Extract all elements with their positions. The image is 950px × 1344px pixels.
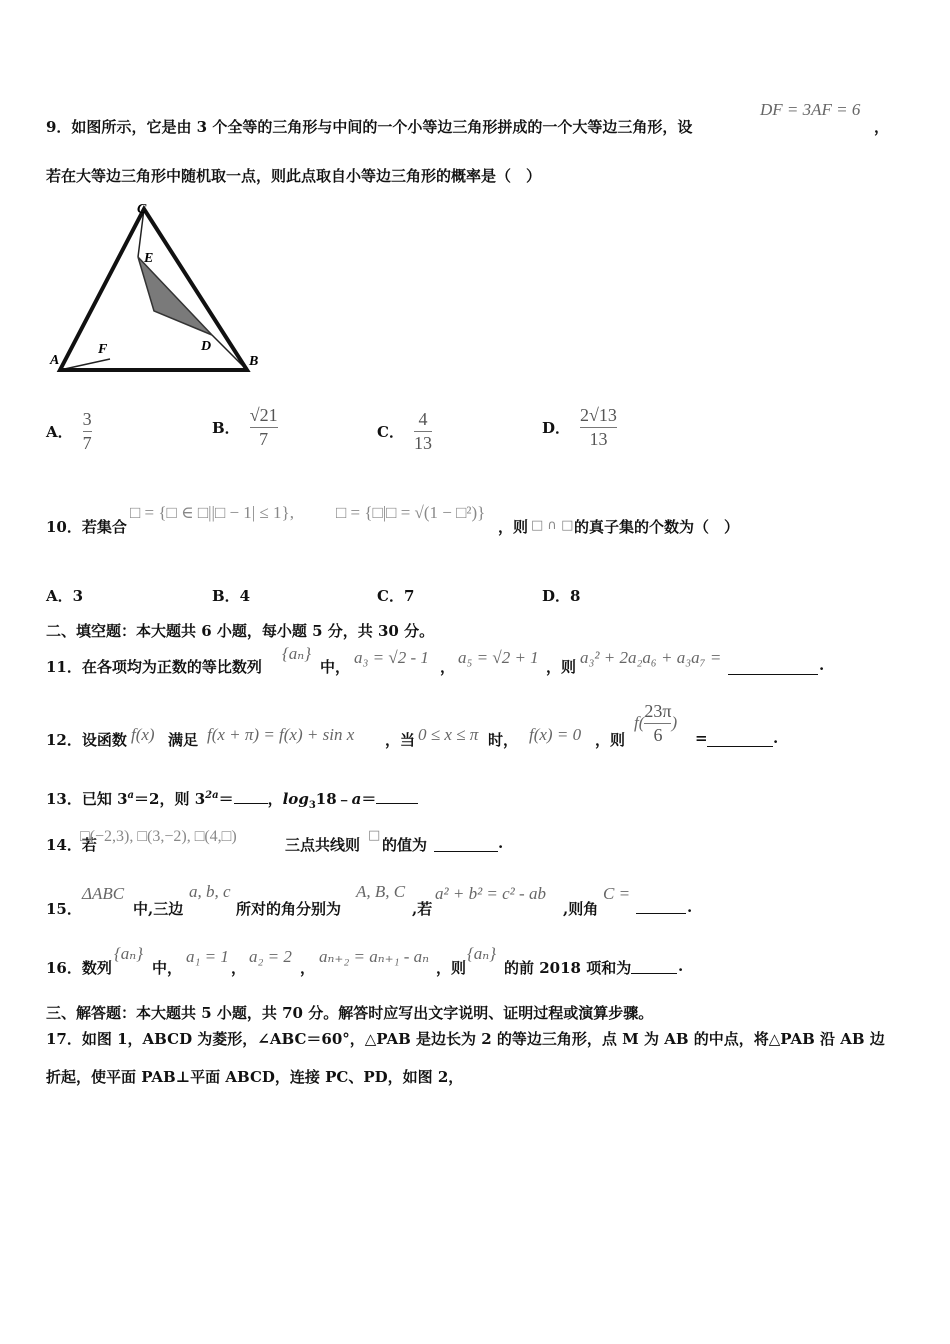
q12-answer-blank[interactable]	[707, 745, 773, 747]
q16-mid1: 中，	[152, 959, 183, 977]
q16-end: .	[678, 957, 684, 975]
q9-option-b[interactable]	[212, 406, 278, 449]
option-label: A．	[46, 422, 73, 441]
q13-blank-1[interactable]	[234, 802, 268, 804]
q16-sep2: ，	[300, 959, 316, 977]
option-fraction: $\frac{4}{13}$	[413, 409, 432, 453]
q9-option-c[interactable]	[377, 410, 432, 453]
q15-angles: A, B, C	[356, 882, 406, 901]
q11-mid2: ，则	[546, 658, 577, 676]
option-label: D．	[542, 418, 571, 437]
q11-prefix: 11．在各项均为正数的等比数列	[46, 658, 262, 676]
q12-eqsign: =	[695, 729, 708, 747]
option-label: B．	[212, 418, 240, 437]
q12-fx: f(x)	[131, 725, 155, 744]
q16-rec: aₙ₊₂ = aₙ₊₁ - aₙ	[319, 947, 430, 966]
q12-mid3: 时，	[488, 731, 519, 749]
q17-line2: 折起，使平面 PAB⊥平面 ABCD，连接 PC、PD，如图 2，	[46, 1068, 464, 1086]
option-fraction: $\frac{2√13}{13}$	[580, 405, 617, 449]
q11-sep: ，	[440, 658, 456, 676]
q16-seq: {aₙ}	[114, 944, 143, 963]
q12-mid2: ，当	[385, 731, 416, 749]
q14-box: □	[368, 828, 381, 843]
q12-val: f(x) = 0	[529, 725, 582, 744]
q16-answer-blank[interactable]	[631, 972, 677, 974]
q14-prefix: 14．若	[46, 836, 97, 854]
q10-option-a[interactable]: A．3	[46, 587, 84, 605]
q10-suffix: 的真子集的个数为（ ）	[574, 518, 740, 536]
q15-sides: a, b, c	[189, 882, 231, 901]
q16-prefix: 16．数列	[46, 959, 112, 977]
q16-a2: a₂ = 2	[249, 947, 292, 966]
q13-blank-2[interactable]	[376, 802, 418, 804]
q11-a3: a₃ = √2 - 1	[354, 648, 429, 667]
q9-line1: 9．如图所示，它是由 3 个全等的三角形与中间的一个小等边三角形拼成的一个大等边三角形，设	[46, 118, 693, 136]
q14-suffix: 的值为	[382, 836, 428, 854]
q12-cond: 0 ≤ x ≤ π	[418, 725, 479, 744]
q14-points: □(−2,3), □(3,−2), □(4,□)	[80, 828, 237, 845]
q15-tri: ΔABC	[82, 884, 125, 903]
q11-seq: {aₙ}	[282, 644, 311, 663]
q15-answer-blank[interactable]	[636, 912, 686, 914]
q15-end: .	[687, 898, 693, 916]
q9-formula: DF = 3AF = 6	[760, 100, 861, 119]
q10-option-c[interactable]: C．7	[377, 587, 415, 605]
q12-prefix: 12．设函数	[46, 731, 127, 749]
q10-option-b[interactable]: B．4	[212, 587, 251, 605]
q15-cond: a² + b² = c² - ab	[435, 884, 546, 903]
option-fraction: $\frac{√21}{7}$	[249, 405, 278, 449]
label-b: B	[249, 354, 259, 369]
q12-mid1: 满足	[168, 731, 199, 749]
q9-comma: ，	[874, 118, 890, 136]
q16-mid2: ，则	[436, 959, 467, 977]
q10-intersect: □ ∩ □	[531, 518, 574, 533]
q12-f-fraction: f( $\frac{23\pi}{6}$ )	[634, 701, 678, 745]
q15-mid1: 中,三边	[133, 900, 184, 918]
q15-mid2: 所对的角分别为	[236, 900, 342, 918]
q10-prefix: 10．若集合	[46, 518, 127, 536]
q10-option-d[interactable]: D．8	[542, 587, 581, 605]
q9-line2: 若在大等边三角形中随机取一点，则此点取自小等边三角形的概率是（ ）	[46, 167, 542, 185]
q10-set-b: □ = {□|□ = √(1 − □²)}	[336, 503, 486, 522]
section-3-heading: 三、解答题：本大题共 5 小题，共 70 分。解答时应写出文字说明、证明过程或演算步骤。	[46, 1004, 654, 1022]
q11-a5: a₅ = √2 + 1	[458, 648, 539, 667]
label-a: A	[50, 353, 60, 368]
label-e: E	[144, 251, 154, 266]
q10-suffix-pre: ，则	[498, 518, 529, 536]
q16-sep1: ，	[231, 959, 247, 977]
q14-mid: 三点共线则	[285, 836, 361, 854]
q16-suffix: 的前 2018 项和为	[504, 959, 632, 977]
label-f: F	[98, 342, 108, 357]
q11-answer-blank[interactable]	[728, 673, 818, 675]
option-label: C．	[377, 422, 404, 441]
q13-line: 13．已知 $3^a=2$，则 $3^{2a}=$ ，$\log_318﹣a=$	[46, 788, 418, 811]
option-fraction: $\frac{3}{7}$	[82, 409, 92, 453]
q12-end: .	[773, 729, 779, 747]
q14-answer-blank[interactable]	[434, 850, 498, 852]
q14-end: .	[498, 834, 504, 852]
q10-set-a: □ = {□ ∈ □||□ − 1| ≤ 1},	[130, 503, 294, 522]
q9-triangle-figure	[46, 198, 276, 378]
q15-mid4: ,则角	[563, 900, 599, 918]
q11-mid1: 中，	[320, 658, 351, 676]
q9-option-d[interactable]	[542, 406, 617, 449]
label-d: D	[201, 339, 212, 354]
q16-seq2: {aₙ}	[467, 944, 496, 963]
q17-line1: 17．如图 1，ABCD 为菱形，∠ABC＝60°，△PAB 是边长为 2 的等边三角形，点 M 为 AB 的中点，将△PAB 沿 AB 边	[46, 1030, 885, 1048]
section-2-heading: 二、填空题：本大题共 6 小题，每小题 5 分，共 30 分。	[46, 622, 435, 640]
q15-c: C =	[603, 884, 631, 903]
q12-mid4: ，则	[595, 731, 626, 749]
q16-a1: a₁ = 1	[186, 947, 229, 966]
q15-prefix: 15．	[46, 900, 82, 918]
q15-mid3: ,若	[412, 900, 433, 918]
q12-eq: f(x + π) = f(x) + sin x	[207, 725, 355, 744]
q11-end: .	[819, 656, 825, 674]
q9-option-a[interactable]	[46, 410, 92, 453]
label-c: C	[137, 202, 147, 217]
q11-expr: a₃² + 2a₂a₆ + a₃a₇ =	[580, 648, 722, 667]
